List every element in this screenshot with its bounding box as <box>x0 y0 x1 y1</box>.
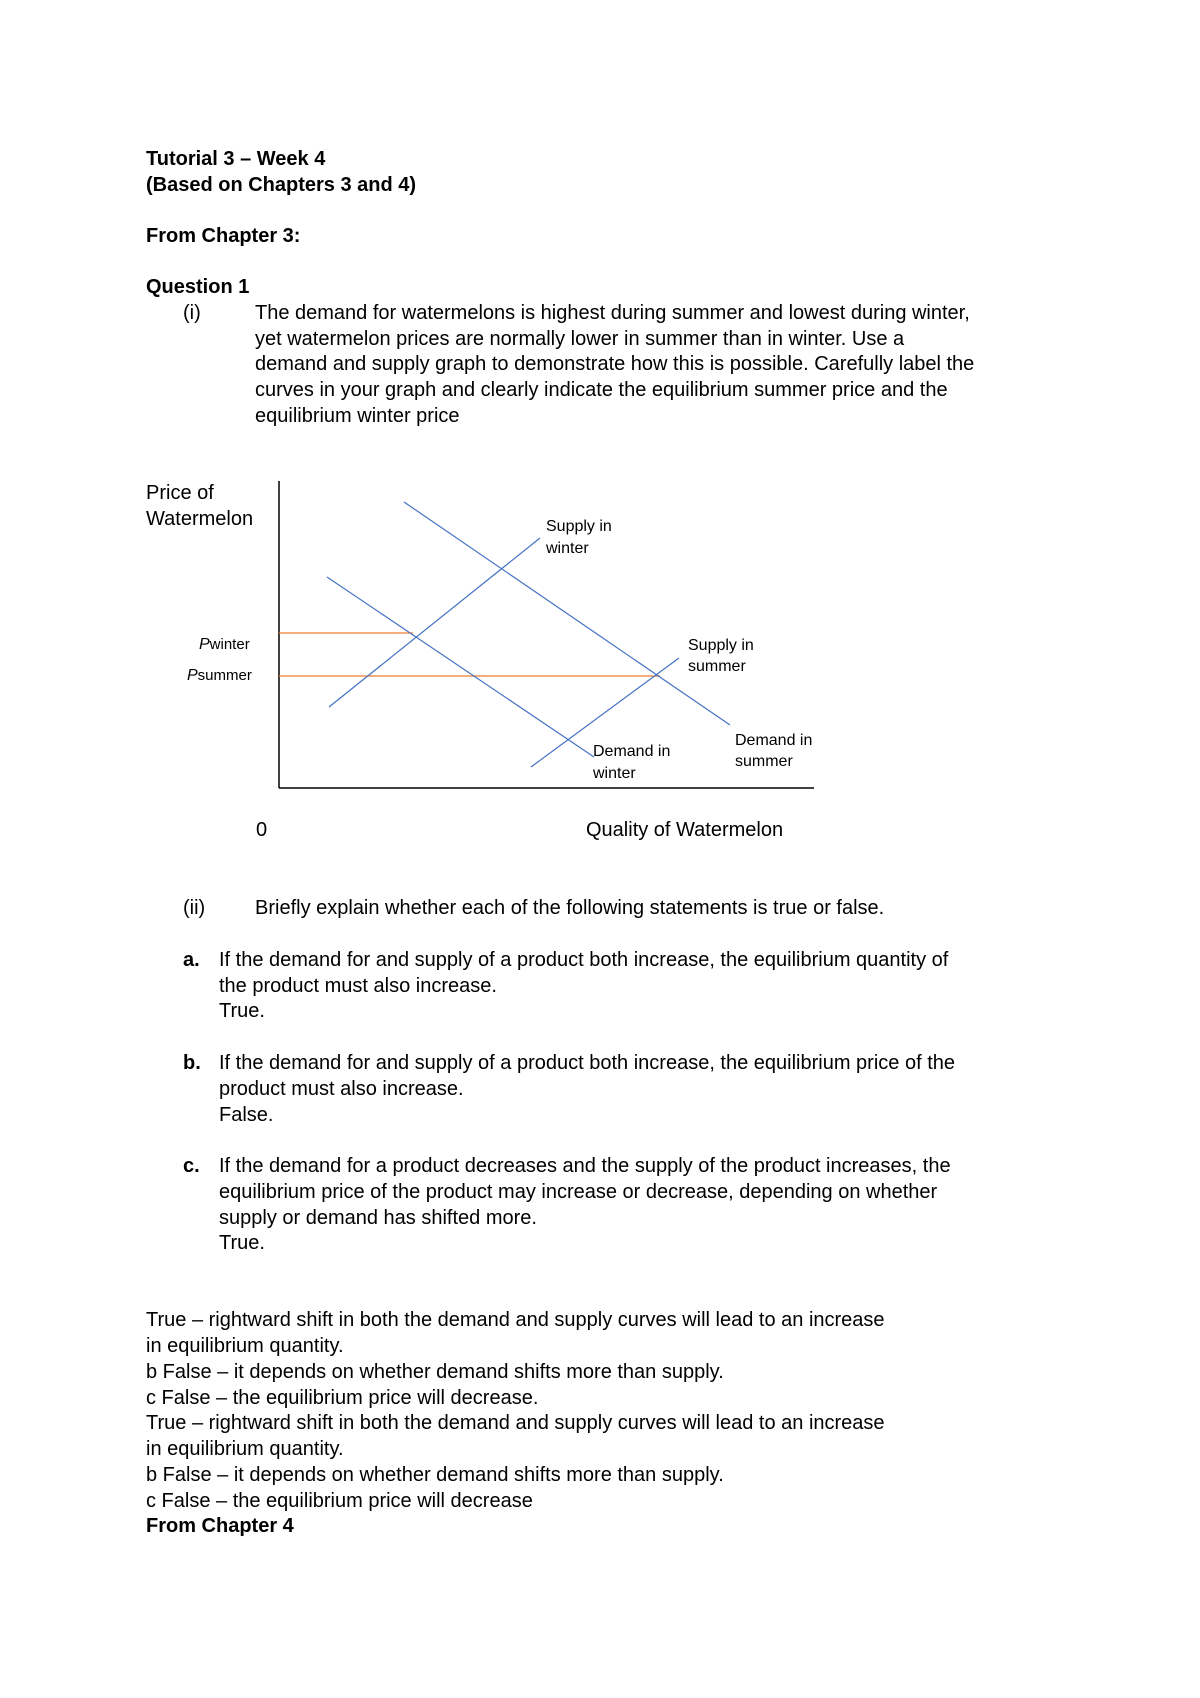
p-summer-symbol: P <box>187 667 198 684</box>
section-heading-chapter-3: From Chapter 3: <box>146 225 301 247</box>
statement-c-letter: c. <box>183 1155 200 1177</box>
supply-summer-label-2: summer <box>688 658 746 675</box>
answer-line-1: True – rightward shift in both the demand and supply curves will lead to an increase <box>146 1309 885 1331</box>
demand-winter-label-1: Demand in <box>593 743 671 760</box>
demand-summer-label-1: Demand in <box>735 732 813 749</box>
answer-line-5: True – rightward shift in both the demand and supply curves will lead to an increase <box>146 1412 885 1434</box>
statement-c-line-2: equilibrium price of the product may increase or decrease, depending on whether <box>219 1181 938 1203</box>
part-i-line-3: demand and supply graph to demonstrate how this is possible. Carefully label the <box>255 353 975 375</box>
statement-a-line-1: If the demand for and supply of a product both increase, the equilibrium quantity of <box>219 949 949 971</box>
origin-label: 0 <box>256 819 268 841</box>
statement-c-answer: True. <box>219 1232 265 1254</box>
answer-line-3: b False – it depends on whether demand shifts more than supply. <box>146 1361 724 1383</box>
part-i-line-4: curves in your graph and clearly indicate the equilibrium summer price and the <box>255 379 948 401</box>
demand-winter-label-2: winter <box>593 765 636 782</box>
supply-winter-label-2: winter <box>546 540 589 557</box>
section-heading-chapter-4: From Chapter 4 <box>146 1515 294 1537</box>
answer-line-6: in equilibrium quantity. <box>146 1438 344 1460</box>
y-axis-label-line-2: Watermelon <box>146 508 254 530</box>
p-summer-label-text <box>187 665 252 686</box>
x-axis-label: Quality of Watermelon <box>586 819 784 841</box>
part-i-label: (i) <box>183 302 201 324</box>
statement-b-answer: False. <box>219 1104 274 1126</box>
p-winter-label-text <box>199 634 250 655</box>
statement-a-answer: True. <box>219 1000 265 1022</box>
supply-winter-curve <box>329 538 540 707</box>
question-1-heading: Question 1 <box>146 276 250 298</box>
statement-b-letter: b. <box>183 1052 201 1074</box>
p-winter-symbol: P <box>199 636 210 653</box>
page-subtitle: (Based on Chapters 3 and 4) <box>146 174 417 196</box>
y-axis-label-line-1: Price of <box>146 482 214 504</box>
answer-line-4: c False – the equilibrium price will decrease. <box>146 1387 539 1409</box>
part-i-line-1: The demand for watermelons is highest during summer and lowest during winter, <box>255 302 970 324</box>
part-ii-instruction: Briefly explain whether each of the following statements is true or false. <box>255 897 885 919</box>
page-title: Tutorial 3 – Week 4 <box>146 148 326 170</box>
part-ii-label: (ii) <box>183 897 206 919</box>
p-winter-subscript: winter <box>209 636 250 653</box>
statement-a-letter: a. <box>183 949 200 971</box>
part-i-line-5: equilibrium winter price <box>255 405 460 427</box>
statement-b-line-2: product must also increase. <box>219 1078 464 1100</box>
demand-summer-label-2: summer <box>735 753 793 770</box>
supply-winter-label-1: Supply in <box>546 518 612 535</box>
answer-line-2: in equilibrium quantity. <box>146 1335 344 1357</box>
part-i-line-2: yet watermelon prices are normally lower in summer than in winter. Use a <box>255 328 905 350</box>
p-summer-subscript: summer <box>197 667 252 684</box>
supply-summer-label-1: Supply in <box>688 637 754 654</box>
statement-b-line-1: If the demand for and supply of a product both increase, the equilibrium price of the <box>219 1052 955 1074</box>
answer-line-8: c False – the equilibrium price will decrease <box>146 1490 533 1512</box>
statement-a-line-2: the product must also increase. <box>219 975 497 997</box>
answer-line-7: b False – it depends on whether demand shifts more than supply. <box>146 1464 724 1486</box>
statement-c-line-1: If the demand for a product decreases and the supply of the product increases, the <box>219 1155 951 1177</box>
statement-c-line-3: supply or demand has shifted more. <box>219 1207 537 1229</box>
